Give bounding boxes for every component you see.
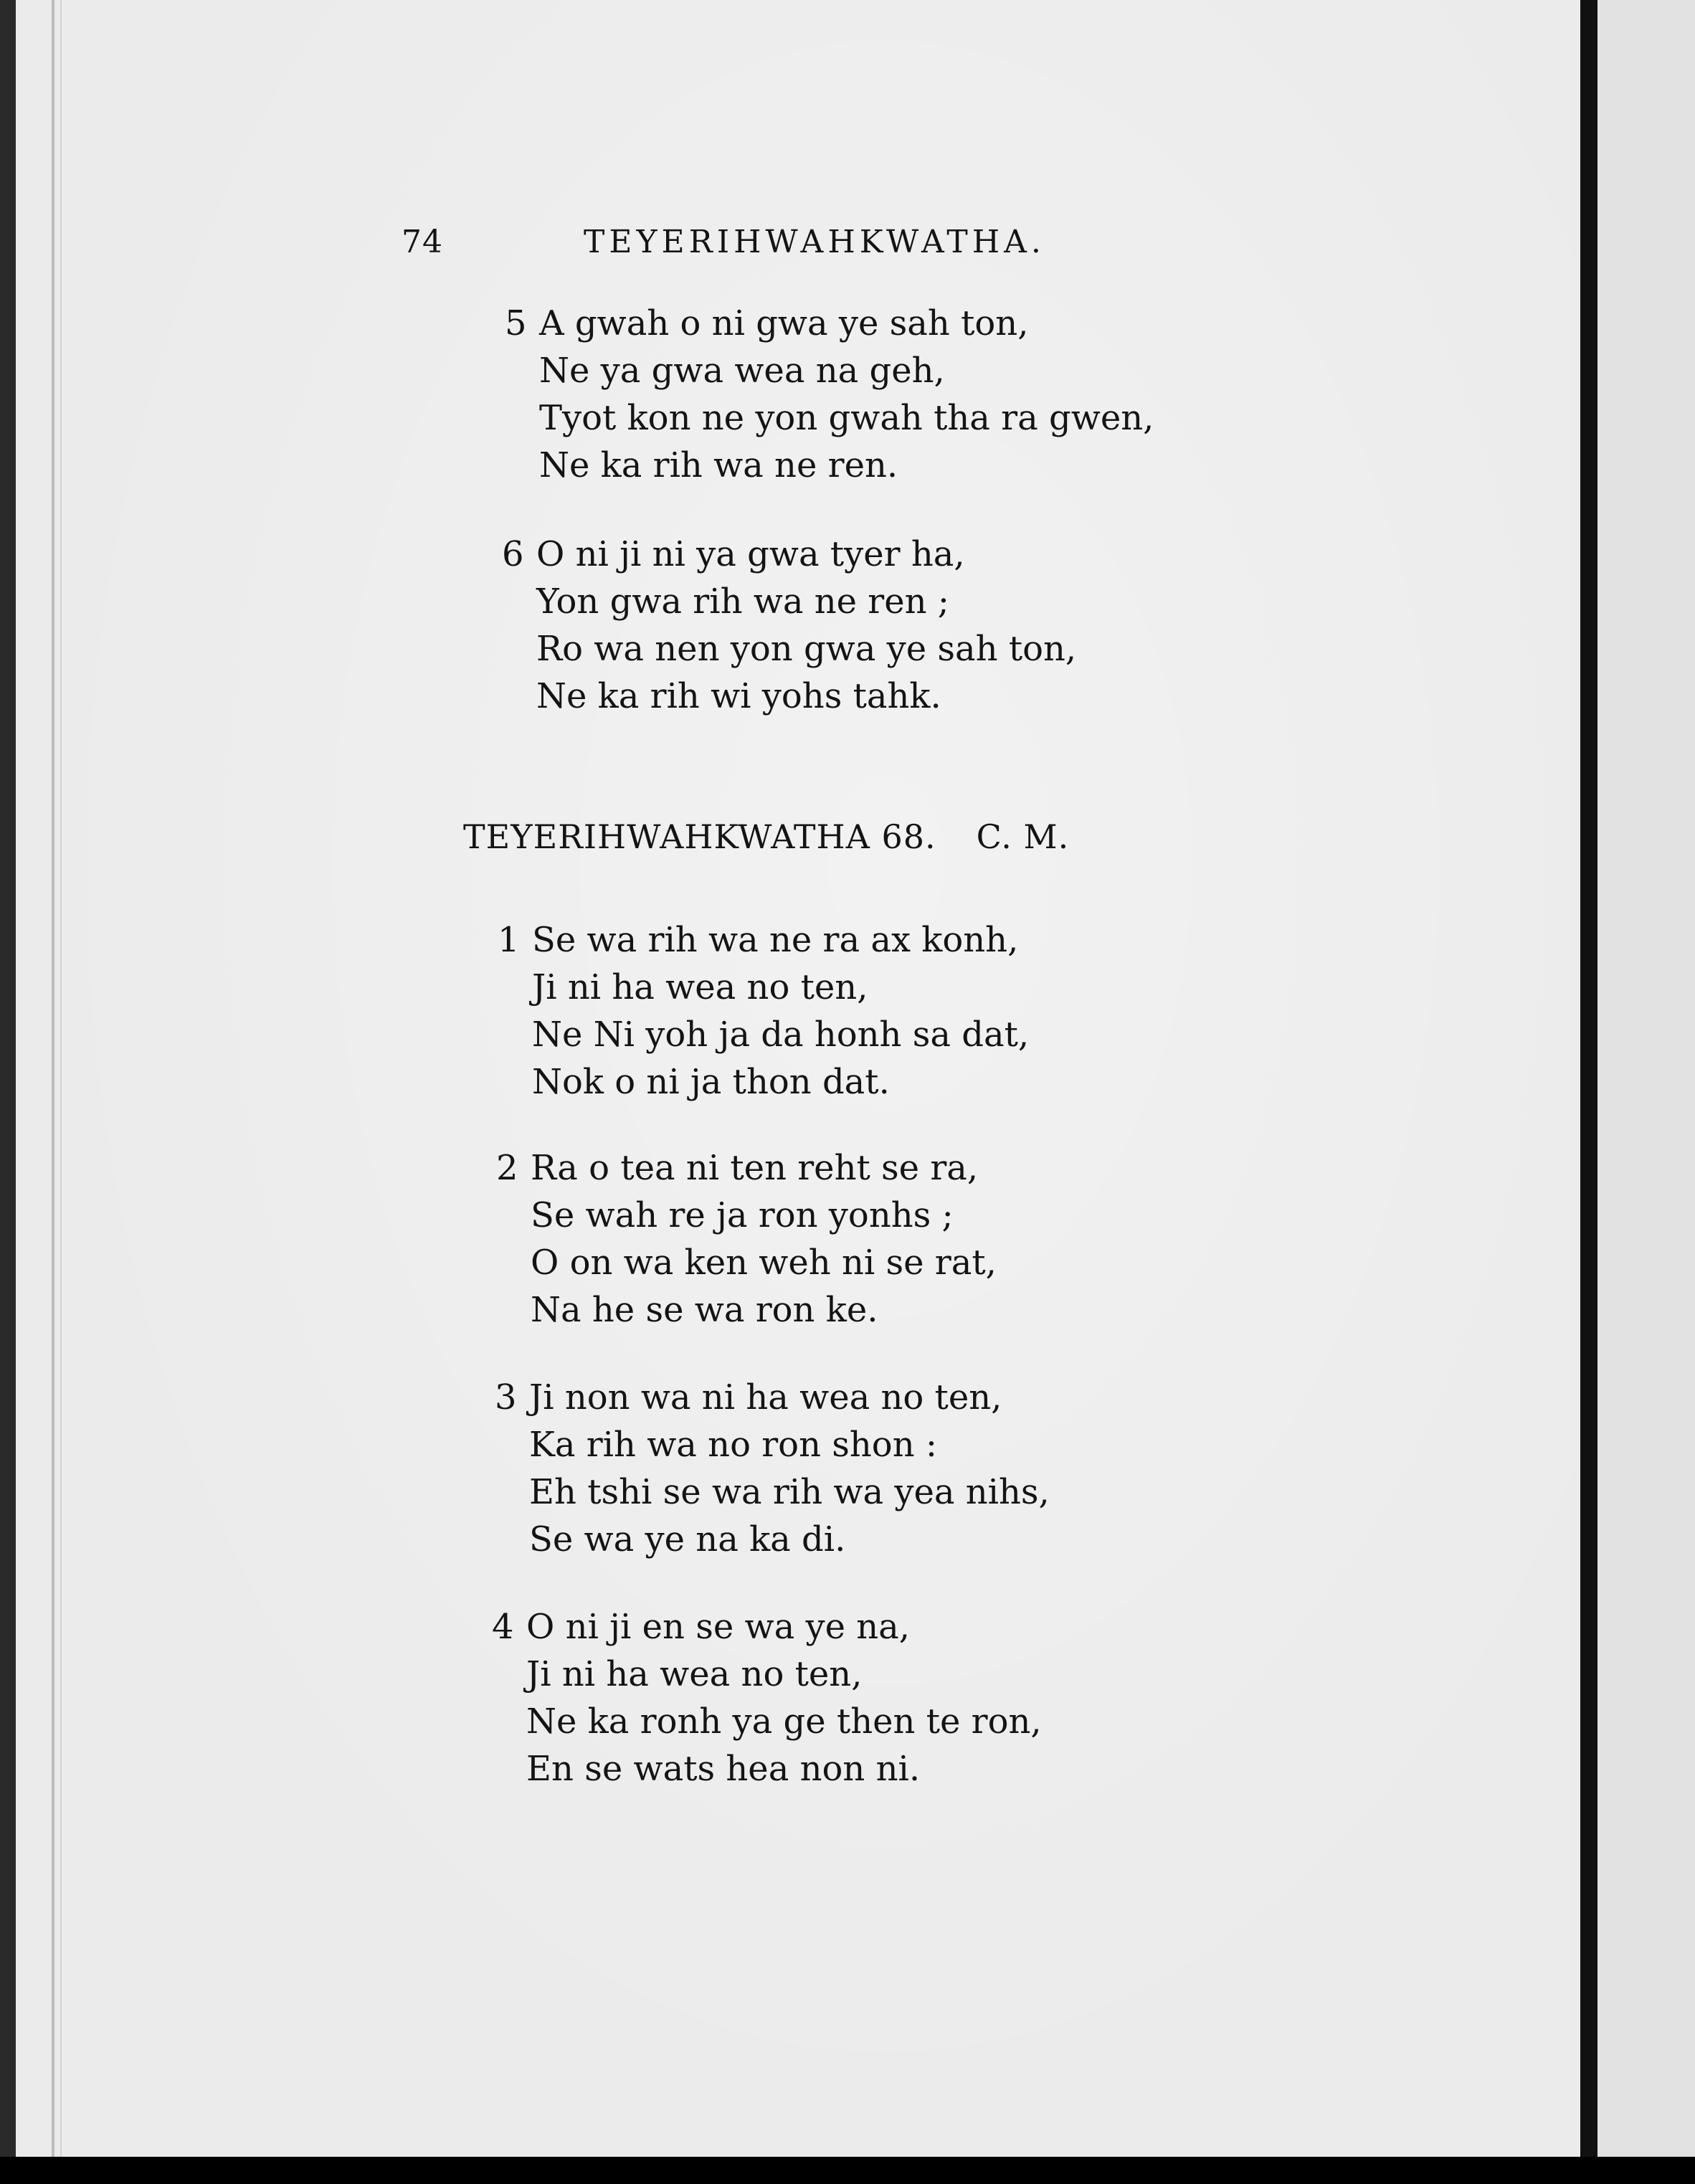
stanza-2	[496, 1144, 997, 1334]
stanza-line	[529, 1468, 1050, 1516]
stanza-line-text: Ji ni ha wea no ten,	[526, 1654, 863, 1694]
stanza-line-text: Se wa rih wa ne ra ax konh,	[532, 920, 1019, 960]
stanza-line	[532, 1011, 1029, 1058]
stanza-number: 5	[505, 303, 527, 343]
stanza-number: 4	[492, 1607, 514, 1647]
stanza-line-text: Tyot kon ne yon gwah tha ra gwen,	[539, 398, 1154, 438]
stanza-line-text: Ne ka rih wi yohs tahk.	[536, 676, 941, 716]
stanza-line-text: Ne ya gwa wea na geh,	[539, 351, 945, 391]
stanza-line	[496, 1144, 997, 1192]
stanza-6	[502, 531, 1077, 720]
stanza-line	[498, 916, 1029, 964]
stanza-line-text: Yon gwa rih wa ne ren ;	[536, 581, 949, 622]
stanza-line	[539, 442, 1154, 489]
stanza-number: 1	[498, 920, 520, 960]
stanza-line-text: Ne Ni yoh ja da honh sa dat,	[532, 1015, 1030, 1055]
stanza-1	[498, 916, 1030, 1106]
stanza-line	[539, 347, 1154, 394]
page-edge-line	[52, 0, 54, 2157]
stanza-line-text: O on wa ken weh ni se rat,	[531, 1243, 997, 1283]
stanza-line-text: En se wats hea non ni.	[526, 1749, 921, 1789]
stanza-line	[536, 673, 1076, 720]
stanza-line-text: Ji ni ha wea no ten,	[532, 967, 868, 1007]
stanza-5	[505, 300, 1154, 489]
stanza-number: 6	[502, 534, 524, 574]
stanza-3	[495, 1374, 1050, 1563]
stanza-line	[529, 1516, 1050, 1563]
stanza-line-text: O ni ji en se wa ye na,	[526, 1607, 911, 1647]
stanza-line	[505, 300, 1154, 347]
stanza-line	[529, 1421, 1050, 1468]
stanza-line-text: O ni ji ni ya gwa tyer ha,	[536, 534, 965, 574]
scan-left-border	[0, 0, 16, 2184]
stanza-line	[532, 1058, 1029, 1106]
stanza-line	[502, 531, 1076, 578]
stanza-line-text: A gwah o ni gwa ye sah ton,	[539, 303, 1029, 343]
stanza-line	[536, 578, 1076, 625]
stanza-line	[536, 625, 1076, 673]
scan-bottom-border	[0, 2157, 1695, 2184]
stanza-number: 2	[496, 1148, 518, 1188]
stanza-line-text: Eh tshi se wa rih wa yea nihs,	[529, 1472, 1050, 1512]
hymn-heading	[463, 817, 1069, 856]
stanza-line	[531, 1192, 997, 1239]
stanza-line	[531, 1286, 997, 1334]
running-head	[402, 224, 1262, 267]
hymn-meter: C. M.	[976, 817, 1070, 856]
running-title: TEYERIHWAHKWATHA.	[584, 224, 1045, 260]
stanza-line	[526, 1698, 1042, 1745]
stanza-line-text: Ka rih wa no ron shon :	[529, 1425, 938, 1465]
stanza-4	[492, 1603, 1042, 1793]
stanza-line-text: Ji non wa ni ha wea no ten,	[529, 1377, 1002, 1418]
stanza-line-text: Se wa ye na ka di.	[529, 1519, 846, 1559]
stanza-line-text: Se wah re ja ron yonhs ;	[531, 1195, 954, 1235]
stanza-line	[531, 1239, 997, 1286]
stanza-line	[526, 1651, 1042, 1698]
page-edge-line-inner	[60, 0, 62, 2157]
stanza-line	[492, 1603, 1042, 1651]
stanza-line	[526, 1745, 1042, 1793]
stanza-line-text: Ra o tea ni ten reht se ra,	[531, 1148, 979, 1188]
stanza-line-text: Nok o ni ja thon dat.	[532, 1062, 890, 1102]
stanza-line-text: Na he se wa ron ke.	[531, 1290, 878, 1330]
stanza-line	[532, 964, 1029, 1011]
binding-gutter	[1580, 0, 1597, 2157]
stanza-line	[495, 1374, 1050, 1421]
stanza-line-text: Ro wa nen yon gwa ye sah ton,	[536, 629, 1077, 669]
stanza-number: 3	[495, 1377, 517, 1418]
stanza-line	[539, 394, 1154, 442]
stanza-line-text: Ne ka ronh ya ge then te ron,	[526, 1701, 1042, 1742]
hymn-title: TEYERIHWAHKWATHA 68.	[463, 817, 936, 856]
page-number: 74	[402, 224, 443, 260]
adjacent-page-edge	[1597, 0, 1695, 2157]
stanza-line-text: Ne ka rih wa ne ren.	[539, 445, 898, 485]
